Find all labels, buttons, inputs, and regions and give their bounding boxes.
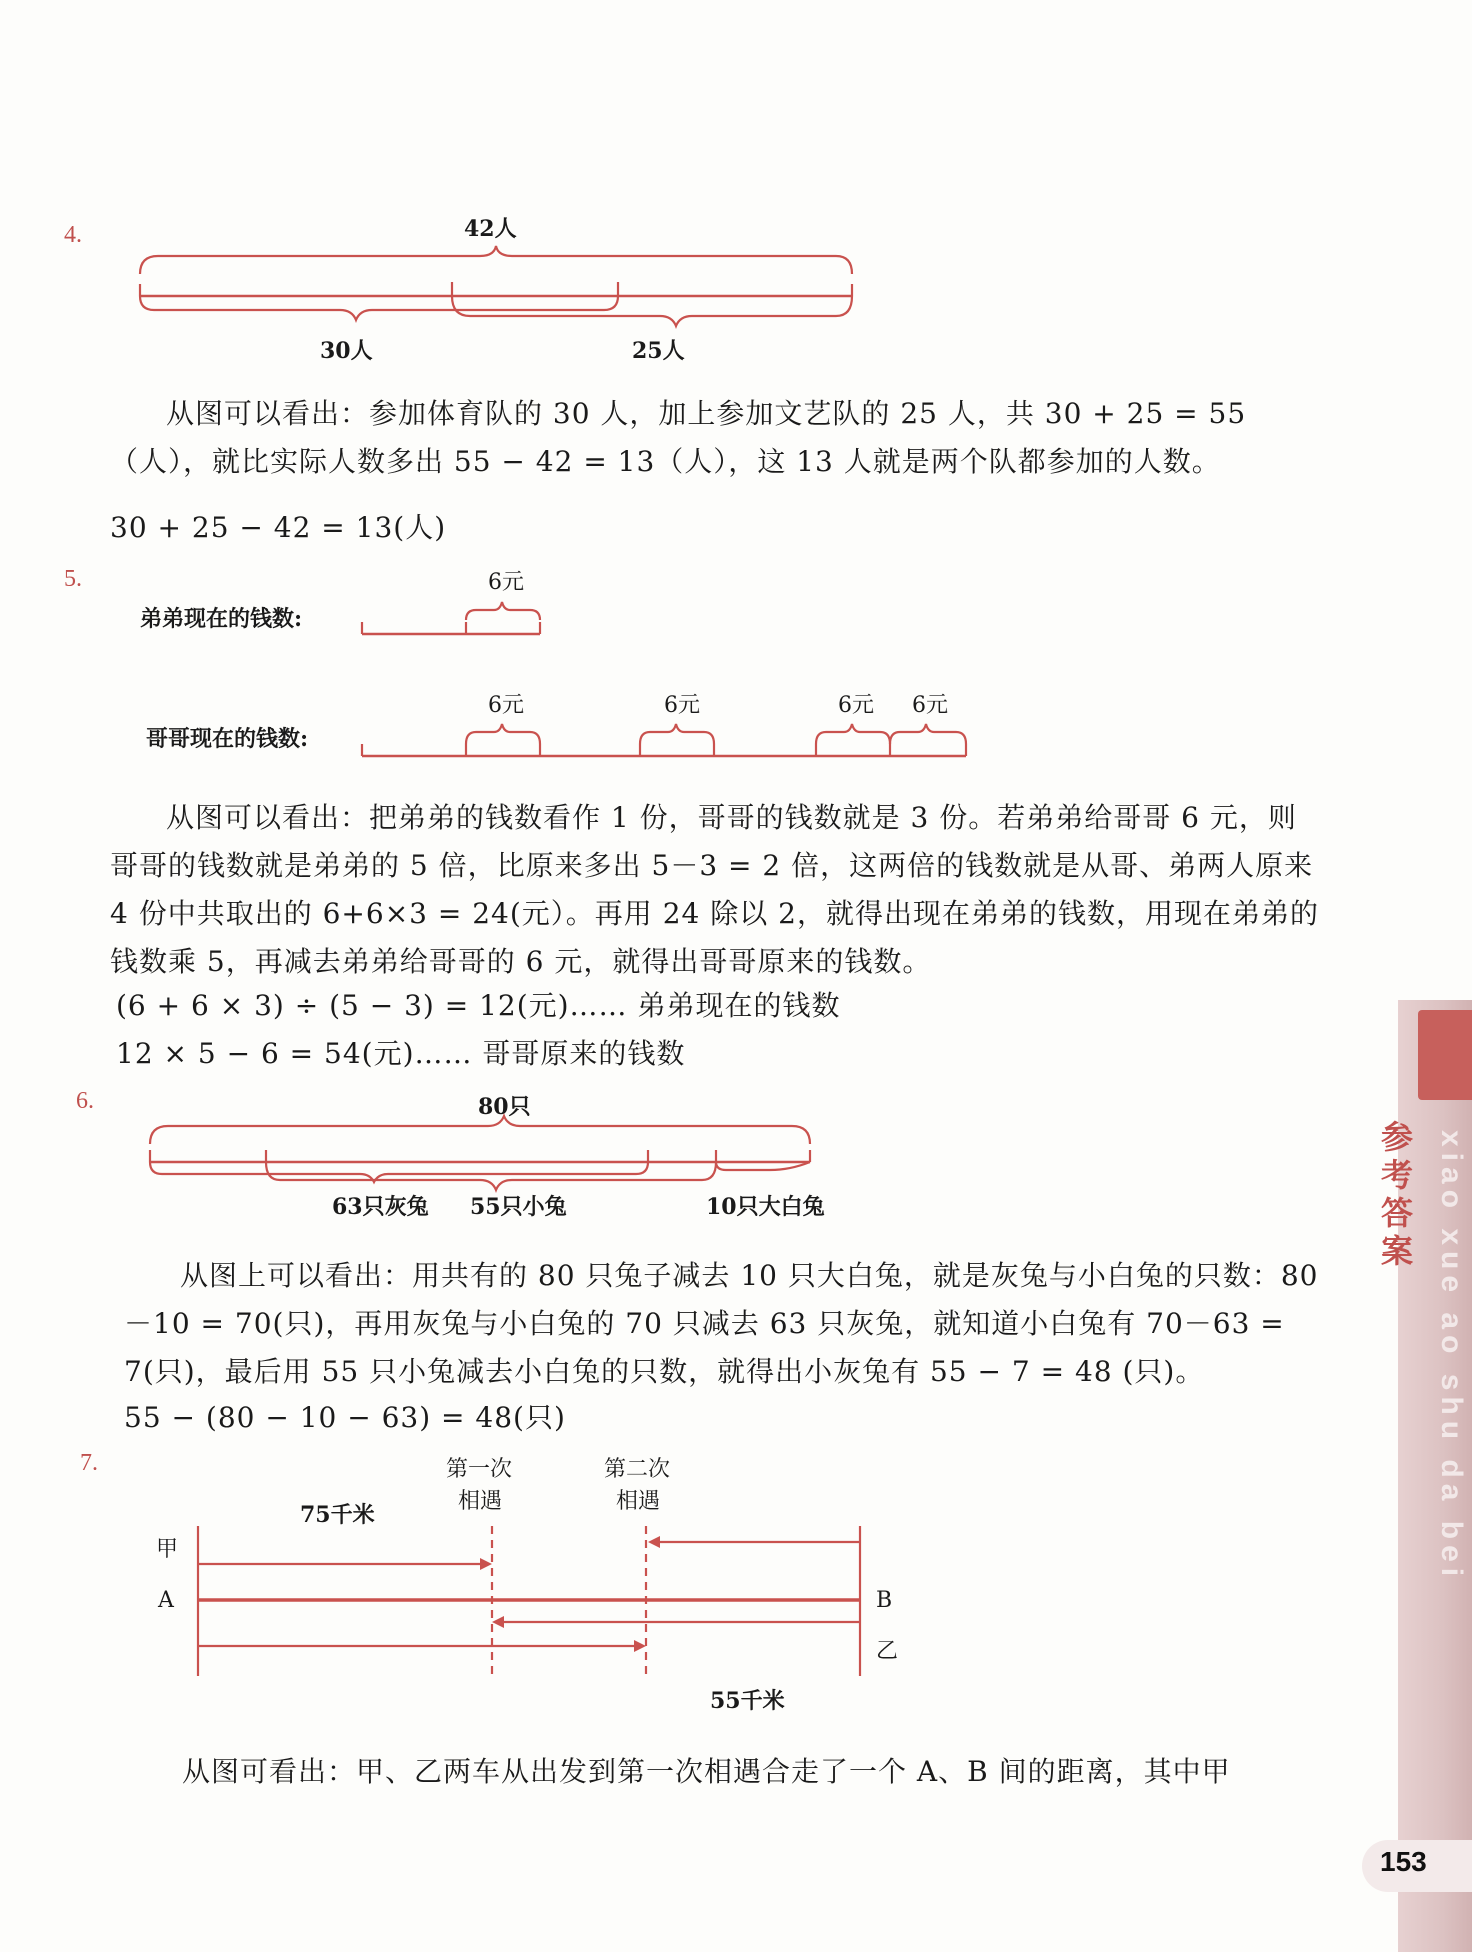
- problem-4-equation: 30 + 25 − 42 = 13(人): [110, 511, 447, 544]
- problem-5-seg-label-4: 6元: [912, 693, 948, 718]
- problem-7-number: 7.: [80, 1450, 98, 1476]
- problem-6-top-brace: [150, 1116, 810, 1144]
- problem-7-diagram: [198, 1526, 860, 1676]
- problem-5-older-brace-3: [816, 724, 890, 744]
- problem-7-first-meet-line1: 第一次: [446, 1457, 513, 1482]
- problem-5-younger-brace: [466, 602, 540, 620]
- problem-6-explanation: 从图上可以看出：用共有的 80 只兔子减去 10 只大白兔，就是灰兔与小白兔的只数：80－10 = 70(只)，再用灰兔与小白兔的 70 只减去 63 只灰兔，就知道小白兔有 70－63 = 7(只)，最后用 55 只小兔减去小白兔的只数，就得出小灰兔有 55 − 7 = 48 (只)。: [124, 1259, 1319, 1388]
- problem-5-diagram: [362, 602, 966, 756]
- problem-7-dist-a: 75千米: [300, 1502, 375, 1528]
- problem-5-seg-label-2: 6元: [664, 693, 700, 718]
- problem-5-seg-label-3: 6元: [838, 693, 874, 718]
- problem-4-left-label: 30人: [320, 338, 373, 364]
- problem-5-older-brace-2: [640, 724, 714, 744]
- problem-5-older-brace-4: [890, 724, 966, 744]
- problem-5-equation-1: (6 + 6 × 3) ÷ (5 − 3) = 12(元)…… 弟弟现在的钱数: [116, 989, 841, 1022]
- problem-7-dist-b: 55千米: [710, 1688, 785, 1714]
- problem-5-younger-label: 弟弟现在的钱数:: [140, 606, 303, 632]
- problem-4-diagram: [140, 246, 852, 326]
- page-number: 153: [1380, 1846, 1427, 1877]
- problem-7-first-meet-line2: 相遇: [458, 1489, 503, 1514]
- problem-7-second-meet-line1: 第二次: [604, 1457, 671, 1482]
- side-label: 参考答案: [1376, 1120, 1414, 1272]
- problem-5-seg-label-1: 6元: [488, 693, 524, 718]
- side-tab-pinyin: xiao xue ao shu da bei: [1435, 1130, 1468, 1583]
- problem-4-total-label: 42人: [464, 216, 517, 242]
- problem-6-number: 6.: [76, 1088, 94, 1114]
- problem-6-total-label: 80只: [478, 1094, 531, 1120]
- problem-7-point-a: A: [158, 1588, 174, 1613]
- problem-4-right-label: 25人: [632, 338, 685, 364]
- problem-7-point-b: B: [876, 1588, 893, 1613]
- problem-5-older-brace-1: [466, 724, 540, 744]
- problem-5-explanation: 从图可以看出：把弟弟的钱数看作 1 份，哥哥的钱数就是 3 份。若弟弟给哥哥 6 元，则哥哥的钱数就是弟弟的 5 倍，比原来多出 5－3 = 2 倍，这两倍的钱数就是从哥、弟两人原来 4 份中共取出的 6+6×3 = 24(元）。再用 24 除以 2，就得出现在弟弟的钱数，用现在弟弟的钱数乘 5，再减去弟弟给哥哥的 6 元，就得出哥哥原来的钱数。: [110, 801, 1319, 978]
- problem-5-number: 5.: [64, 566, 82, 592]
- problem-7-explanation: 从图可看出：甲、乙两车从出发到第一次相遇合走了一个 A、B 间的距离，其中甲: [182, 1755, 1231, 1788]
- problem-5-older-label: 哥哥现在的钱数:: [146, 726, 309, 752]
- problem-5-equation-2: 12 × 5 − 6 = 54(元)…… 哥哥原来的钱数: [116, 1037, 686, 1070]
- problem-6-label-b: 55只小兔: [470, 1194, 567, 1220]
- problem-7-car-a: 甲: [156, 1537, 179, 1562]
- side-tab-bookmark: [1418, 1010, 1472, 1100]
- problem-7-second-meet-line2: 相遇: [616, 1489, 661, 1514]
- problem-5-seg-label-younger: 6元: [488, 570, 524, 595]
- problem-6-label-a: 63只灰兔: [332, 1194, 429, 1220]
- problem-6-equation: 55 − (80 − 10 − 63) = 48(只): [124, 1401, 566, 1434]
- problem-4-top-brace: [140, 246, 852, 274]
- problem-6-diagram: [150, 1116, 810, 1190]
- problem-4-number: 4.: [64, 222, 82, 248]
- problem-6-label-c: 10只大白兔: [706, 1194, 825, 1220]
- problem-4-explanation: 从图可以看出：参加体育队的 30 人，加上参加文艺队的 25 人，共 30 + 25 = 55（人），就比实际人数多出 55 − 42 = 13（人），这 13 人就是两个队都参加的人数。: [110, 397, 1247, 478]
- problem-7-car-b: 乙: [876, 1639, 899, 1664]
